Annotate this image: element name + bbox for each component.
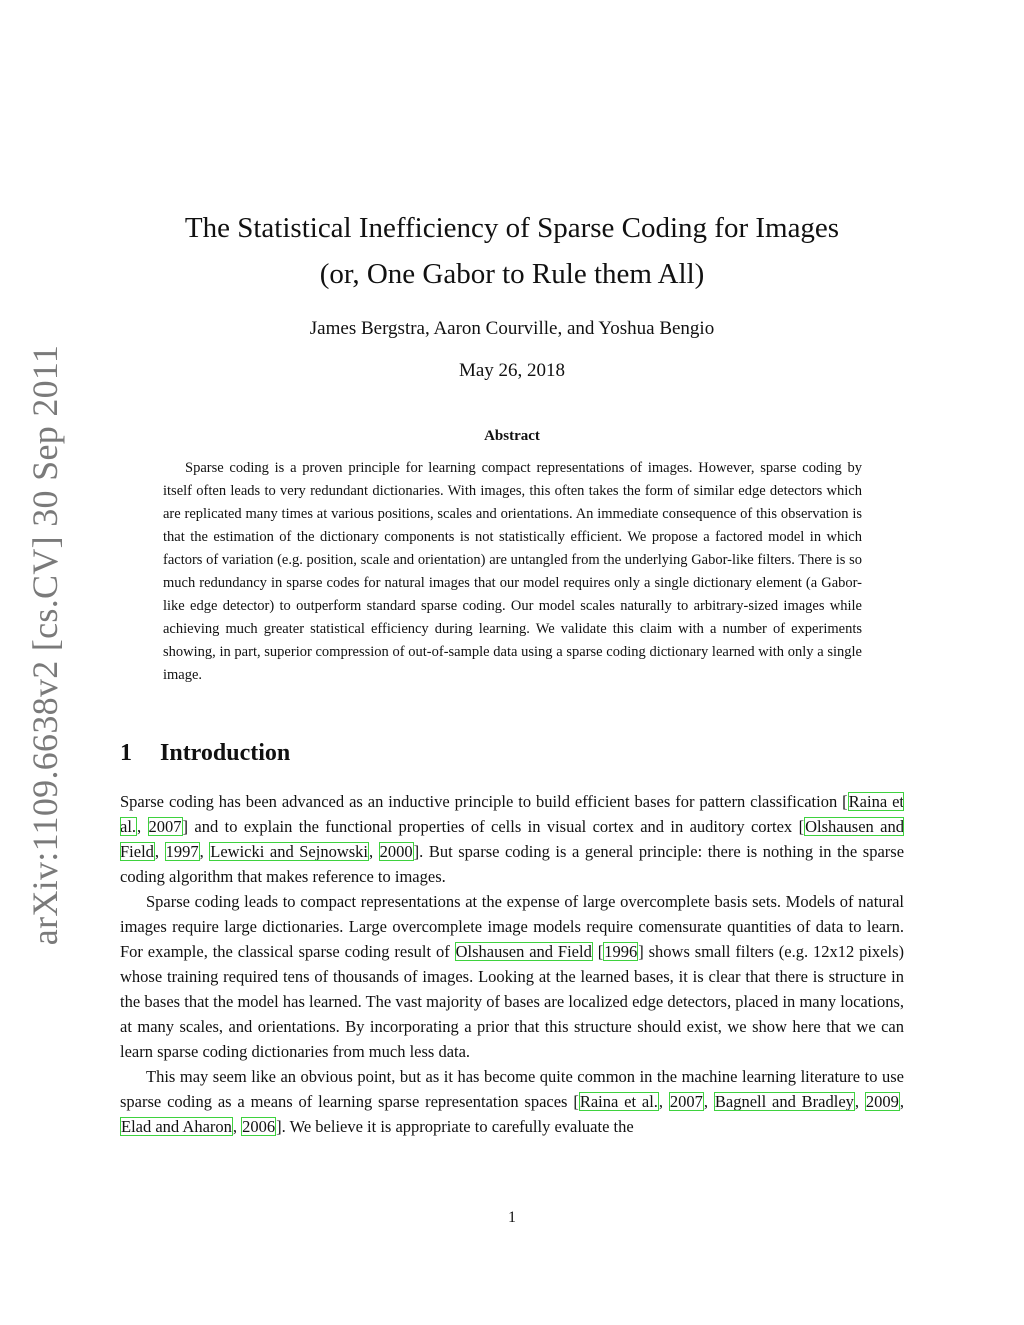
paragraph-text: Sparse coding has been advanced as an inductive principle to build efficient bases for pattern classification	[120, 792, 843, 811]
citation-link[interactable]: Bagnell and Bradley	[714, 1092, 854, 1111]
page-number: 1	[508, 1209, 516, 1226]
citation-link[interactable]: Olshausen and Field	[120, 817, 904, 861]
paragraph-text: This may seem like an obvious point, but as it has become quite common in the machine learning literature to use sparse coding as a means of learning sparse representation spaces	[120, 1067, 904, 1111]
citation-year-link[interactable]: 2007	[148, 817, 182, 836]
paragraph-3: This may seem like an obvious point, but as it has become quite common in the machine learning literature to use sparse coding as a means of learning sparse representation spaces [Raina et al., 2007, Bagnell and Bradley, 2009, Elad and Aharon, 2006]. We believe it is appropriate to carefully evaluate the	[120, 1067, 905, 1136]
citation-year-link[interactable]: 1997	[165, 842, 199, 861]
citation-year-link[interactable]: 2007	[669, 1092, 703, 1111]
title-line-1: The Statistical Inefficiency of Sparse Coding for Images	[184, 212, 840, 244]
paper-title	[0, 205, 1024, 297]
citation-year-link[interactable]: 2009	[865, 1092, 899, 1111]
citation-link[interactable]: Lewicki and Sejnowski	[210, 842, 368, 861]
paragraph-text: . But sparse coding is a general principle: there is nothing in the sparse coding algorithm that makes reference to images.	[120, 842, 905, 886]
arxiv-identifier-stamp: arXiv:1109.6638v2 [cs.CV] 30 Sep 2011	[25, 344, 65, 946]
paragraph-2: Sparse coding leads to compact representations at the expense of large overcomplete basis sets. Models of natural images require large dictionaries. Large overcomplete image models require comensurate quantities of data to learn. For example, the classical sparse coding result of Olshausen and Field [1996] shows small filters (e.g. 12x12 pixels) whose training required tens of thousands of images. Looking at the learned bases, it is clear that there is structure in the bases that the model has learned. The vast majority of bases are localized edge detectors, placed in many locations, at many scales, and orientations. By incorporating a prior that this structure should exist, we show here that we can learn sparse coding dictionaries from much less data.	[120, 892, 905, 1061]
publication-date: May 26, 2018	[458, 360, 566, 381]
citation-link[interactable]: Olshausen and Field	[455, 942, 592, 961]
citation-link[interactable]: Elad and Aharon	[121, 1117, 232, 1136]
citation-link[interactable]: Raina et al.	[120, 792, 904, 836]
introduction-body	[120, 789, 904, 1139]
section-number: 1	[120, 740, 132, 766]
section-heading-introduction	[120, 740, 290, 767]
citation-link[interactable]: Raina et al.	[579, 1092, 658, 1111]
citation-year-link[interactable]: 2000	[379, 842, 413, 861]
abstract-heading: Abstract	[484, 428, 540, 444]
section-title: Introduction	[160, 740, 291, 766]
paragraph-1: Sparse coding has been advanced as an inductive principle to build efficient bases for pattern classification [Raina et al., 2007] and to explain the functional properties of cells in visual cortex and in auditory cortex [Olshausen and Field, 1997, Lewicki and Sejnowski, 2000]. But sparse coding is a general principle: there is nothing in the sparse coding algorithm that makes reference to images.	[120, 792, 905, 886]
author-list: James Bergstra, Aaron Courville, and Yoshua Bengio	[309, 318, 715, 339]
citation-year-link[interactable]: 2006	[242, 1117, 276, 1136]
paragraph-text: shows small filters (e.g. 12x12 pixels) whose training required tens of thousands of images. Looking at the learned bases, it is clear that there is structure in the bases that the model has learned. The vast majority of bases are localized edge detectors, placed in many locations, at many scales, and orientations. By incorporating a prior that this structure should exist, we show here that we can learn sparse coding dictionaries from much less data.	[120, 942, 905, 1061]
abstract-text: Sparse coding is a proven principle for learning compact representations of images. However, sparse coding by itself often leads to very redundant dictionaries. With images, this often takes the form of similar edge detectors which are replicated many times at various positions, scales and orientations. An immediate consequence of this observation is that the estimation of the dictionary components is not statistically efficient. We propose a factored model in which factors of variation (e.g. position, scale and orientation) are untangled from the underlying Gabor-like filters. There is so much redundancy in sparse codes for natural images that our model requires only a single dictionary element (a Gabor-like edge detector) to outperform standard sparse coding. Our model scales naturally to arbitrary-sized images while achieving much greater statistical efficiency during learning. We validate this claim with a number of experiments showing, in part, superior compression of out-of-sample data using a sparse coding dictionary learned with only a single image.	[163, 460, 862, 683]
title-line-2: (or, One Gabor to Rule them All)	[319, 258, 705, 290]
paragraph-text: . We believe it is appropriate to carefully evaluate the	[281, 1117, 634, 1136]
paragraph-text: and to explain the functional properties of cells in visual cortex and in auditory cortex	[188, 817, 799, 836]
paragraph-text: Sparse coding leads to compact representations at the expense of large overcomplete basis sets. Models of natural images require large dictionaries. Large overcomplete image models require comensurate quantities of data to learn. For example, the classical sparse coding result of	[120, 892, 904, 961]
citation-year-link[interactable]: 1996	[604, 942, 638, 961]
